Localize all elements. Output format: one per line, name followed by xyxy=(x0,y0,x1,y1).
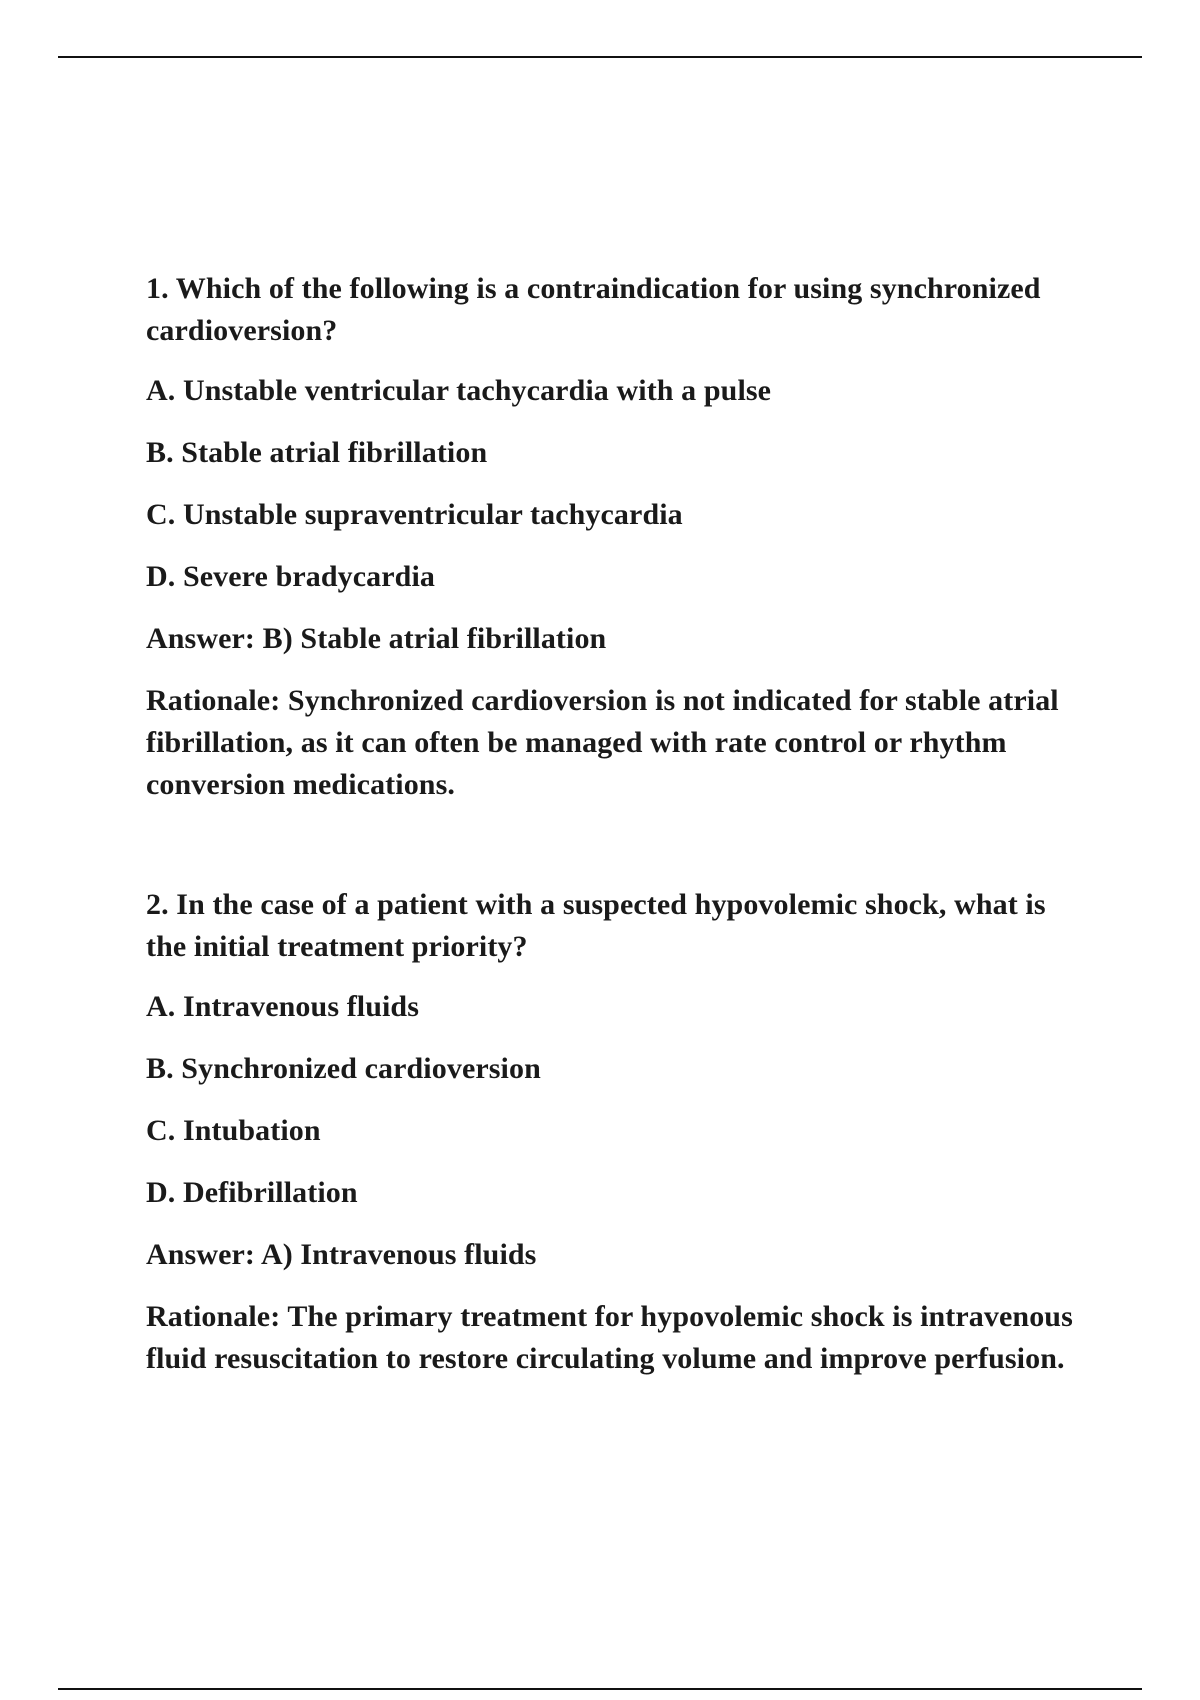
option-a: A. Unstable ventricular tachycardia with a pulse xyxy=(146,374,772,407)
header-rule xyxy=(58,56,1142,58)
question-block-2 xyxy=(146,884,1086,1380)
document-body xyxy=(146,268,1086,1400)
question-stem: 2. In the case of a patient with a suspected hypovolemic shock, what is the initial treatment priority? xyxy=(146,888,1046,963)
question-stem: 1. Which of the following is a contraindication for using synchronized cardioversion? xyxy=(146,272,1041,347)
answer-text: Answer: B) Stable atrial fibrillation xyxy=(146,622,607,655)
option-c: C. Intubation xyxy=(146,1114,321,1147)
option-d: D. Defibrillation xyxy=(146,1176,358,1209)
option-c: C. Unstable supraventricular tachycardia xyxy=(146,498,683,531)
rationale-text: Rationale: Synchronized cardioversion is not indicated for stable atrial fibrillation, as it can often be managed with rate control or rhythm conversion medications. xyxy=(146,684,1059,801)
footer-rule xyxy=(58,1688,1142,1690)
option-b: B. Stable atrial fibrillation xyxy=(146,436,488,469)
option-d: D. Severe bradycardia xyxy=(146,560,436,593)
option-b: B. Synchronized cardioversion xyxy=(146,1052,541,1085)
option-a: A. Intravenous fluids xyxy=(146,990,419,1023)
rationale-text: Rationale: The primary treatment for hypovolemic shock is intravenous fluid resuscitation to restore circulating volume and improve perfusion. xyxy=(146,1300,1073,1375)
answer-text: Answer: A) Intravenous fluids xyxy=(146,1238,537,1271)
question-block-1 xyxy=(146,268,1086,806)
